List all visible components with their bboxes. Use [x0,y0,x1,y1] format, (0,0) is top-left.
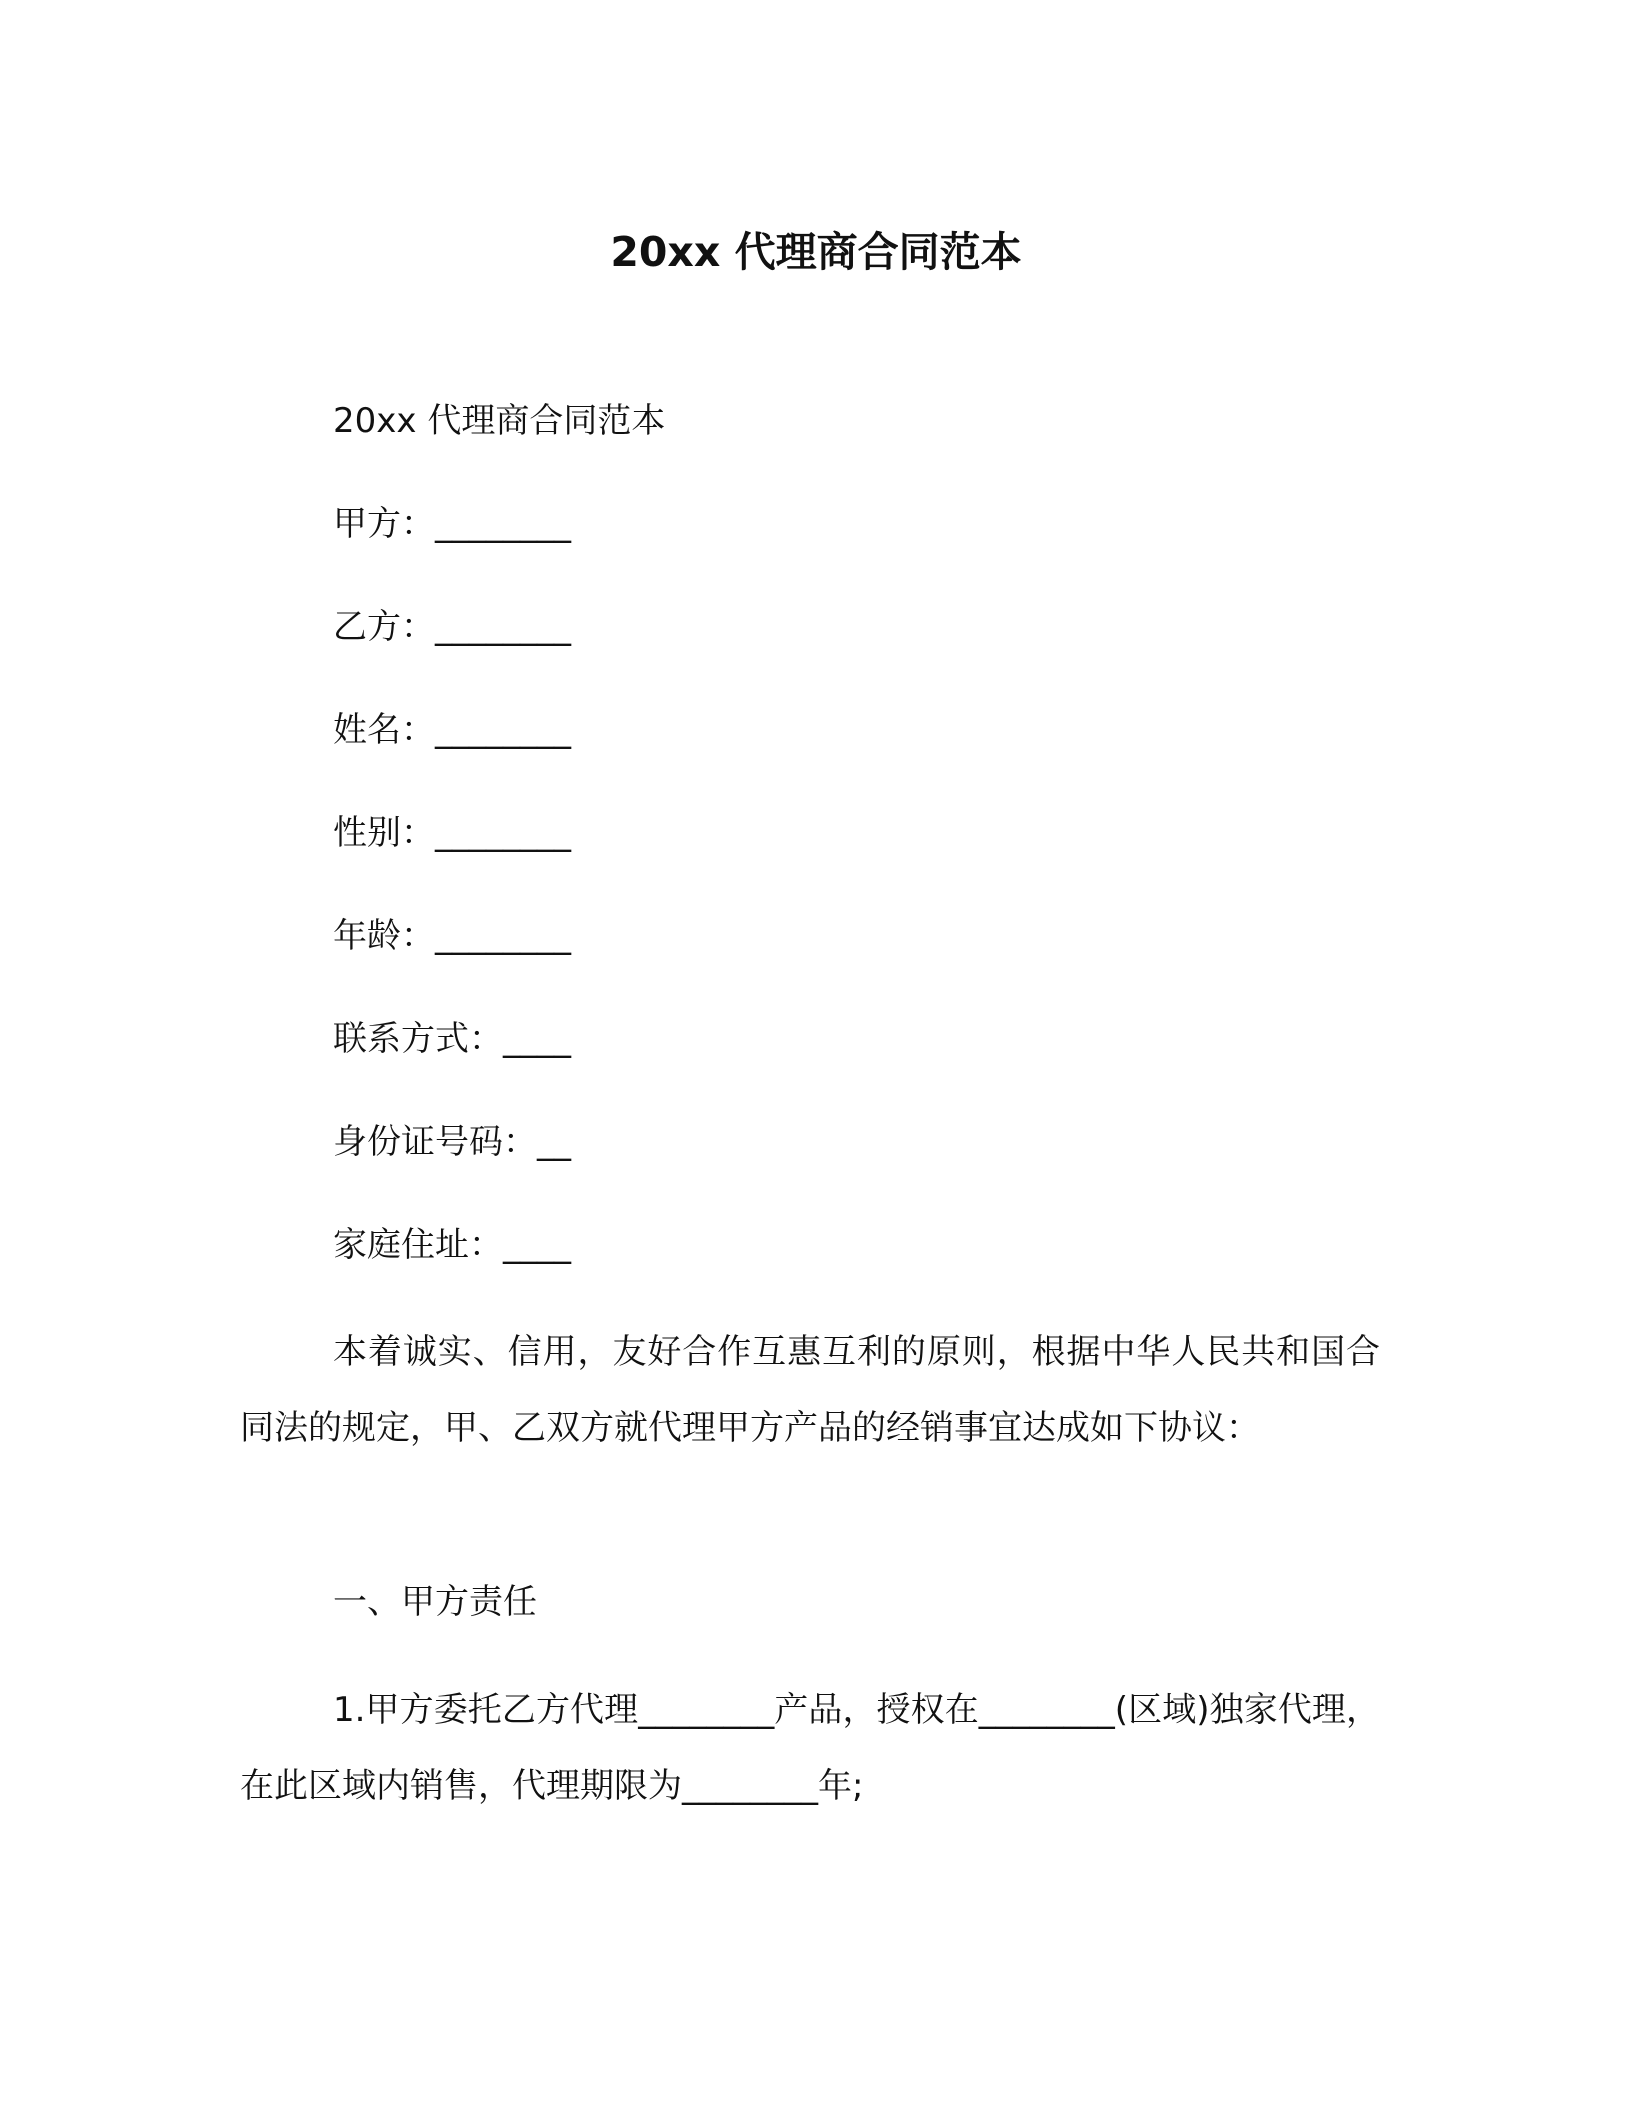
field-blank: ____ [503,1019,571,1059]
field-label: 甲方： [333,504,435,544]
section-heading: 一、甲方责任 [333,1582,537,1622]
field-label: 性别： [333,813,435,853]
field-label: 年龄： [333,916,435,956]
field-gender [333,809,571,857]
intro-paragraph: 本着诚实、信用，友好合作互惠互利的原则，根据中华人民共和国合同法的规定，甲、乙双方就代理甲方产品的经销事宜达成如下协议： [240,1332,1380,1448]
field-party-b [333,603,571,651]
field-blank: ________ [435,813,571,853]
field-blank: ________ [435,710,571,750]
field-age [333,912,571,960]
document-subtitle: 20xx 代理商合同范本 [333,401,666,441]
field-label: 身份证号码： [333,1122,537,1162]
field-contact [333,1015,571,1063]
field-party-a [333,500,571,548]
field-label: 乙方： [333,607,435,647]
field-label: 姓名： [333,710,435,750]
field-blank: ____ [503,1225,571,1265]
field-name [333,706,571,754]
field-label: 家庭住址： [333,1225,503,1265]
field-blank: ________ [435,504,571,544]
clause-1: 1.甲方委托乙方代理________产品，授权在________(区域)独家代理，在此区域内销售，代理期限为________年; [240,1690,1380,1806]
field-id-number [333,1118,571,1166]
field-blank: __ [537,1122,571,1162]
field-home-address [333,1221,571,1269]
field-blank: ________ [435,916,571,956]
field-label: 联系方式： [333,1019,503,1059]
field-blank: ________ [435,607,571,647]
document-title: 20xx 代理商合同范本 [610,228,1022,276]
